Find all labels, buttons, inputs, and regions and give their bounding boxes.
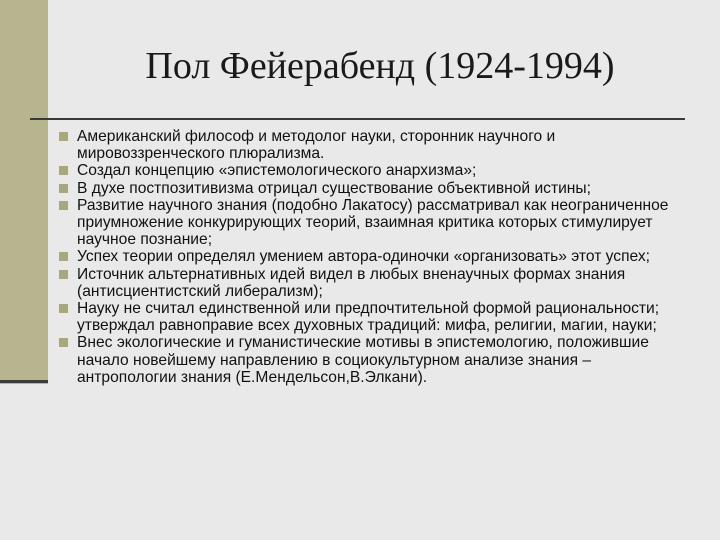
bullet-item	[57, 180, 692, 197]
square-bullet-icon	[59, 252, 68, 261]
bullet-text: Создал концепцию «эпистемологического анархизма»;	[77, 162, 477, 180]
square-bullet-icon	[59, 304, 68, 313]
square-bullet-icon	[59, 184, 68, 193]
bullet-item	[57, 300, 692, 334]
bullet-text: Развитие научного знания (подобно Лакатосу) рассматривал как неограниченное приумножение конкурирующих теорий, взаимная критика которых стимулирует научное познание;	[77, 196, 669, 249]
square-bullet-icon	[59, 166, 68, 175]
bullet-item	[57, 128, 692, 162]
bullet-list	[57, 128, 692, 386]
square-bullet-icon	[59, 338, 68, 347]
square-bullet-icon	[59, 132, 68, 141]
bullet-text: В духе постпозитивизма отрицал существование объективной истины;	[77, 179, 591, 197]
decorative-side-bar	[0, 0, 48, 384]
bullet-item	[57, 162, 692, 179]
title-divider	[30, 118, 685, 120]
bullet-text: Успех теории определял умением автора-одиночки «организовать» этот успех;	[77, 248, 650, 266]
square-bullet-icon	[59, 270, 68, 279]
bullet-item	[57, 266, 692, 300]
decorative-side-bar-line	[0, 380, 48, 383]
bullet-item	[57, 334, 692, 386]
bullet-text: Американский философ и методолог науки, сторонник научного и мировоззренческого плюрализма.	[77, 128, 556, 163]
bullet-text: Науку не считал единственной или предпочтительной формой рациональности; утверждал равноправие всех духовных традиций: мифа, религии, магии, науки;	[77, 300, 660, 335]
slide-title: Пол Фейерабенд (1924-1994)	[145, 45, 615, 87]
bullet-item	[57, 248, 692, 265]
square-bullet-icon	[59, 201, 68, 210]
bullet-text: Источник альтернативных идей видел в любых вненаучных формах знания (антисциентистский либерализм);	[77, 265, 626, 300]
bullet-item	[57, 197, 692, 249]
bullet-text: Внес экологические и гуманистические мотивы в эпистемологию, положившие начало новейшему направлению в социокультурном анализе знания – антропологии знания (Е.Мендельсон,В.Элкани).	[77, 334, 649, 386]
